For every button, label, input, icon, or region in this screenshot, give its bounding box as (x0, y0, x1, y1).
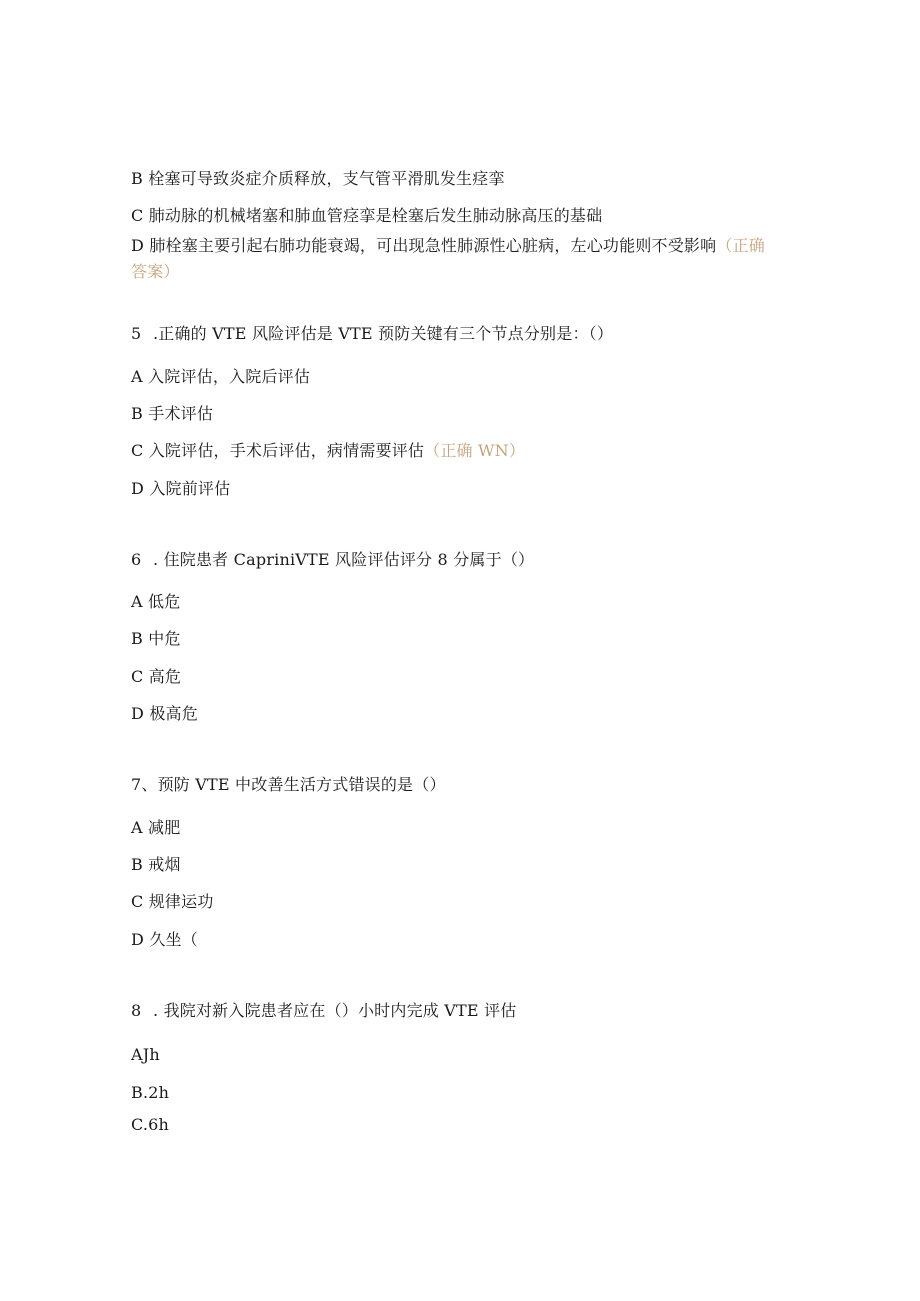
q5-option-c-text: C 入院评估，手术后评估，病情需要评估 (131, 441, 425, 460)
q5-option-a: A 入院评估，入院后评估 (131, 367, 311, 386)
q5-stem (131, 323, 613, 345)
q8-number: 8 (131, 1001, 142, 1020)
q4-option-d-text: D 肺栓塞主要引起右肺功能衰竭，可出现急性肺源性心脏病，左心功能则不受影响 (131, 236, 717, 255)
q4-option-b: B 栓塞可导致炎症介质释放，支气管平滑肌发生痉挛 (131, 169, 505, 188)
q8-stem (131, 1000, 516, 1022)
q8-option-a: AJh (131, 1045, 160, 1064)
q5-option-d: D 入院前评估 (131, 479, 231, 498)
q6-option-b: B 中危 (131, 629, 181, 648)
correct-answer-mark: （正确答案） (131, 236, 765, 281)
q8-option-b: B.2h (131, 1083, 170, 1102)
q7-option-b: B 戒烟 (131, 855, 181, 874)
q6-option-c: C 高危 (131, 667, 182, 686)
q5-number: 5 (131, 324, 142, 343)
q6-stem (131, 549, 534, 571)
correct-answer-mark: （正确 WN） (424, 441, 526, 460)
q6-number: 6 (131, 550, 142, 569)
q6-option-a: A 低危 (131, 592, 181, 611)
q7-stem: 7、预防 VTE 中改善生活方式错误的是（） (131, 775, 446, 794)
q6-stem-text: . 住院患者 CapriniVTE 风险评估评分 8 分属于（） (153, 550, 535, 569)
q4-option-d (131, 233, 781, 285)
q8-option-c: C.6h (131, 1115, 170, 1134)
q5-option-c (131, 440, 525, 462)
q7-option-a: A 减肥 (131, 818, 181, 837)
q7-option-c: C 规律运功 (131, 892, 214, 911)
q4-option-c: C 肺动脉的机械堵塞和肺血管痉挛是栓塞后发生肺动脉高压的基础 (131, 206, 603, 225)
q7-option-d: D 久坐（ (131, 930, 198, 949)
q8-stem-text: . 我院对新入院患者应在（）小时内完成 VTE 评估 (153, 1001, 517, 1020)
q5-option-b: B 手术评估 (131, 404, 214, 423)
q6-option-d: D 极高危 (131, 704, 198, 723)
q5-stem-text: .正确的 VTE 风险评估是 VTE 预防关键有三个节点分别是：（） (153, 324, 614, 343)
